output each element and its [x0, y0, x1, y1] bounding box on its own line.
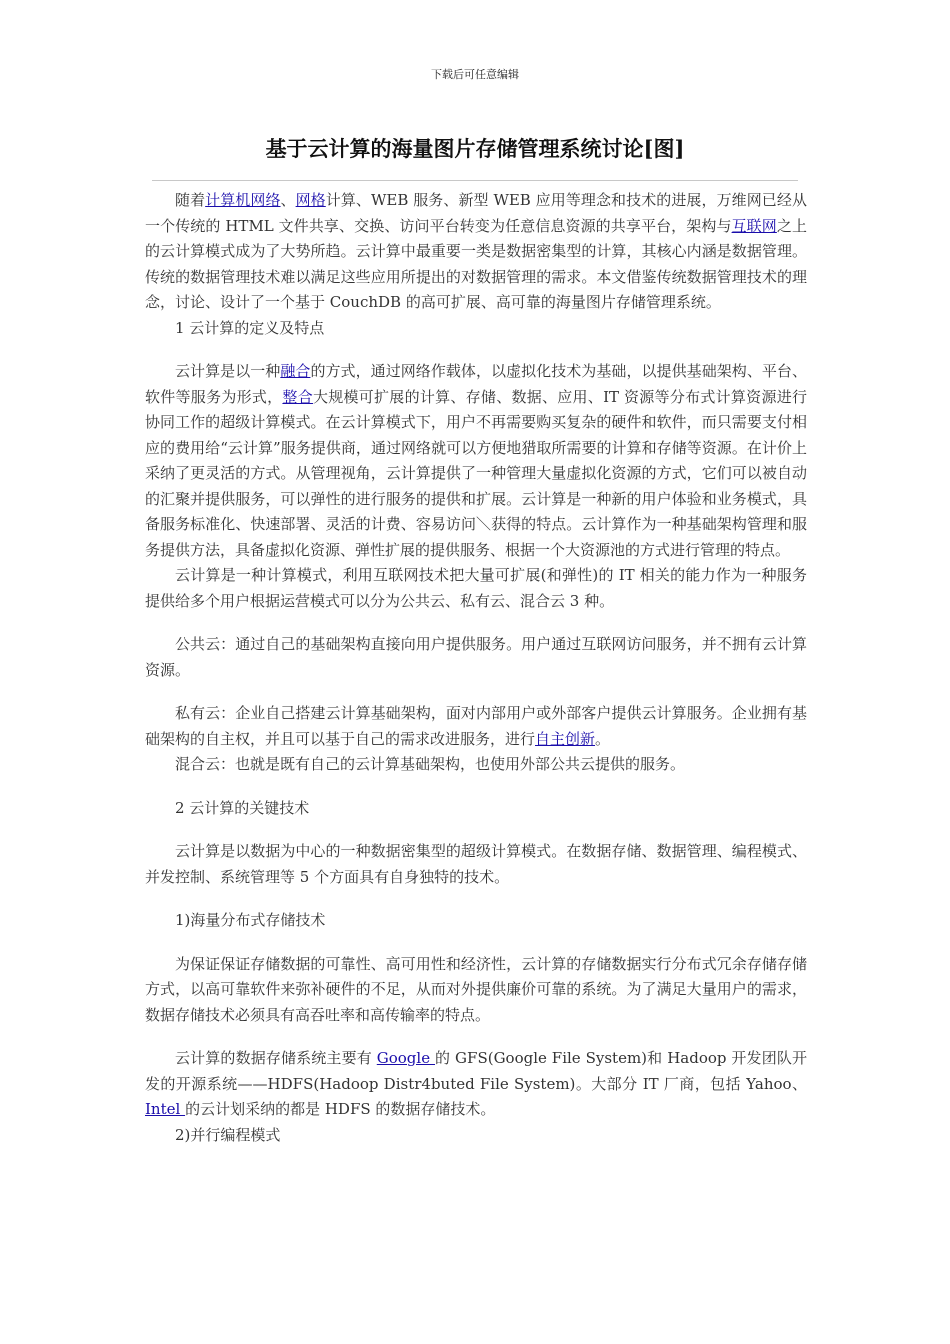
- paragraph-storage: 为保证保证存储数据的可靠性、高可用性和经济性，云计算的存储数据实行分布式冗余存储存储方式，以高可靠软件来弥补硬件的不足，从而对外提供廉价可靠的系统。为了满足大量用户的需求，数据存储技术必须具有高吞吐率和高传输率的特点。: [145, 954, 807, 1024]
- link-grid[interactable]: 网格: [295, 191, 326, 209]
- link-computer-network[interactable]: 计算机网络: [205, 191, 281, 209]
- section-heading-parallel: 2)并行编程模式: [175, 1125, 281, 1144]
- link-internet[interactable]: 互联网: [731, 216, 777, 235]
- paragraph-definition: 云计算是以一种融合的方式，通过网络作载体，以虚拟化技术为基础，以提供基础架构、平台、软件等服务为形式，整合大规模可扩展的计算、存储、数据、应用、IT 资源等分布式计算资源进行协同工作的超级计算模式。在云计算模式下，用户不再需要购买复杂的硬件和软件，而只需要支付相应的费用给“云计算”服务提供商，通过网络就可以方便地猎取所需要的计算和存储等资源。在计价上采纳了更灵活的方式。从管理视角，云计算提供了一种管理大量虚拟化资源的方式，它们可以被自动的汇聚并提供服务，可以弹性的进行服务的提供和扩展。云计算是一种新的用户体验和业务模式，具备服务标准化、快速部署、灵活的计费、容易访问＼获得的特点。云计算作为一种基础架构管理和服务提供方法，具备虚拟化资源、弹性扩展的提供服务、根据一个大资源池的方式进行管理的特点。: [145, 362, 807, 559]
- paragraph-public-cloud: 公共云：通过自己的基础架构直接向用户提供服务。用户通过互联网访问服务，并不拥有云计算资源。: [145, 635, 807, 679]
- link-integration[interactable]: 整合: [282, 387, 313, 406]
- section-heading-2: 2 云计算的关键技术: [175, 798, 310, 817]
- link-intel[interactable]: Intel: [145, 1100, 186, 1118]
- paragraph-hybrid-cloud: 混合云：也就是既有自己的云计算基础架构，也使用外部公共云提供的服务。: [175, 755, 686, 773]
- paragraph-key-tech: 云计算是以数据为中心的一种数据密集型的超级计算模式。在数据存储、数据管理、编程模式、并发控制、系统管理等 5 个方面具有自身独特的技术。: [145, 842, 807, 886]
- section-heading-storage: 1)海量分布式存储技术: [175, 911, 326, 929]
- page-header-note: 下载后可任意编辑: [431, 68, 519, 81]
- link-google[interactable]: Google: [376, 1049, 435, 1067]
- paragraph-storage-systems: 云计算的数据存储系统主要有 Google 的 GFS(Google File System)和 Hadoop 开发团队开发的开源系统——HDFS(Hadoop Distr4buted File System)。大部分 IT 厂商，包括 Yahoo、Intel 的云计划采纳的都是 HDFS 的数据存储技术。: [145, 1049, 807, 1118]
- paragraph-intro: 随着计算机网络、网格计算、WEB 服务、新型 WEB 应用等理念和技术的进展，万维网已经从一个传统的 HTML 文件共享、交换、访问平台转变为任意信息资源的共享平台，架构与互联网之上的云计算模式成为了大势所趋。云计算中最重要一类是数据密集型的计算，其核心内涵是数据管理。传统的数据管理技术难以满足这些应用所提出的对数据管理的需求。本文借鉴传统数据管理技术的理念，讨论、设计了一个基于 CouchDB 的高可扩展、高可靠的海量图片存储管理系统。: [145, 191, 807, 311]
- link-independent-innovation[interactable]: 自主创新: [535, 729, 596, 748]
- paragraph-private-cloud: 私有云：企业自己搭建云计算基础架构，面对内部用户或外部客户提供云计算服务。企业拥有基础架构的自主权，并且可以基于自己的需求改进服务，进行自主创新。: [145, 704, 807, 748]
- title-divider: [152, 180, 798, 181]
- link-fusion[interactable]: 融合: [280, 362, 311, 380]
- paragraph-models: 云计算是一种计算模式，利用互联网技术把大量可扩展(和弹性)的 IT 相关的能力作为一种服务提供给多个用户根据运营模式可以分为公共云、私有云、混合云 3 种。: [145, 566, 807, 610]
- section-heading-1: 1 云计算的定义及特点: [175, 318, 325, 337]
- page-title: 基于云计算的海量图片存储管理系统讨论[图]: [265, 136, 685, 161]
- article-body: [145, 188, 807, 1148]
